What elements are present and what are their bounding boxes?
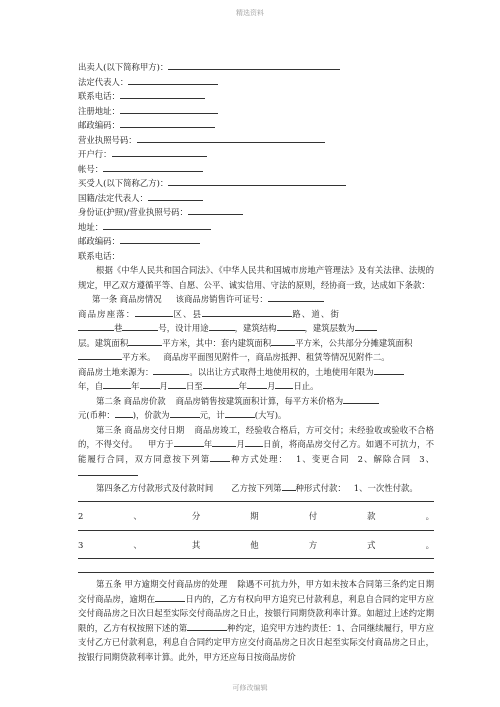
article-2: 第二条 商品房价款 商品房销售按建筑面积计算，每平方米价格为 [78,394,434,409]
id-line: 身份证(护照)/营业执照号码： [78,205,434,220]
contract-body [78,60,434,664]
postcode-line: 邮政编码： [78,118,434,133]
legal-rep-line: 法定代表人： [78,75,434,90]
seller-line: 出卖人(以下简称甲方)： [78,60,434,75]
blank-line [78,524,434,531]
address-line: 注册地址： [78,104,434,119]
page-header: 精选资料 [236,9,264,17]
article-1: 第一条 商品房情况 该商品房销售许可证号： [78,292,434,307]
price-line: 元(币种： )，价款为 元，计 (大写)。 [78,410,287,420]
property-attach: 平方米。 商品房平面图见附件一，商品房抵押、租赁等情况见附件二。 [78,350,434,365]
property-location: 商品房座落： 区、县 路、道、街 [78,308,341,319]
page-footer: 可修改编辑 [232,684,268,692]
b-postcode-line: 邮政编码： [78,234,434,249]
property-area: 层。建筑面积 平方米，其中：套内建筑面积 平方米，公共部分分摊建筑面积 [78,337,413,348]
b-phone-line: 联系电话： [78,250,120,261]
land-term: 年，自 年 月 日至 年 月 日止。 [78,381,319,391]
nationality-line: 国籍/法定代表人： [78,191,434,206]
land-source: 商品房土地来源为： 。以出让方式取得土地使用权的，土地使用年限为 [78,365,434,380]
phone-line: 联系电话： [78,89,434,104]
b-address-line: 地址： [78,220,434,235]
property-use: 巷 号，设计用途 ，建筑结构 ，建筑层数为 [78,321,434,336]
license-line: 营业执照号码： [78,133,434,148]
bank-line: 开户行： [78,147,434,162]
blank-line [78,552,434,559]
payment-option-2: 2 、 分 期 付 款 。 [78,511,434,521]
article-5: 第五条 甲方逾期交付商品房的处理 除遇不可抗力外，甲方如未按本合同第三条约定日期交付商品房，逾期在 日内的，乙方有权向甲方追究已付款利息，利息自合同约定甲方应交付商品房之日次日起至实际交付商品房之日止，按银行同期贷款利率计算。如超过上述约定期限的，乙方有权按照下述的第 种约定，追究甲方违约责任：1、合同继续履行，甲方应支付乙方已付款利息，利息自合同约定甲方应交付商品房之日次日起至实际交付商品房之日止，按银行同期贷款利率计算。此外，甲方还应每日按商品房价 [78,579,435,662]
payment-option-3: 3 、 其 他 方 式 。 [78,539,434,550]
account-line: 帐号： [78,162,434,177]
intro-paragraph: 根据《中华人民共和国合同法》、《中华人民共和国城市房地产管理法》及有关法律、法规的规定，甲乙双方遵循平等、自愿、公平、诚实信用、守法的原则，经协商一致，达成如下条款： [78,265,434,290]
article-3: 第三条 商品房交付日期 商品房竣工，经验收合格后，方可交付；未经验收或验收不合格的，不得交付。 甲方于 年 月 日前，将商品房交付乙方。如遇不可抗力，不能履行合同，双方同意按下列第 种方式处理： 1、变更合同 2、解除合同 3、 [78,423,434,481]
blank-line [78,566,434,573]
buyer-line: 买受人(以下简称乙方)： [78,176,434,191]
article-4: 第四条乙方付款形式及付款时间 乙方按下列第 种形式付款： 1、一次性付款。 [96,482,418,493]
blank-line [78,495,434,502]
